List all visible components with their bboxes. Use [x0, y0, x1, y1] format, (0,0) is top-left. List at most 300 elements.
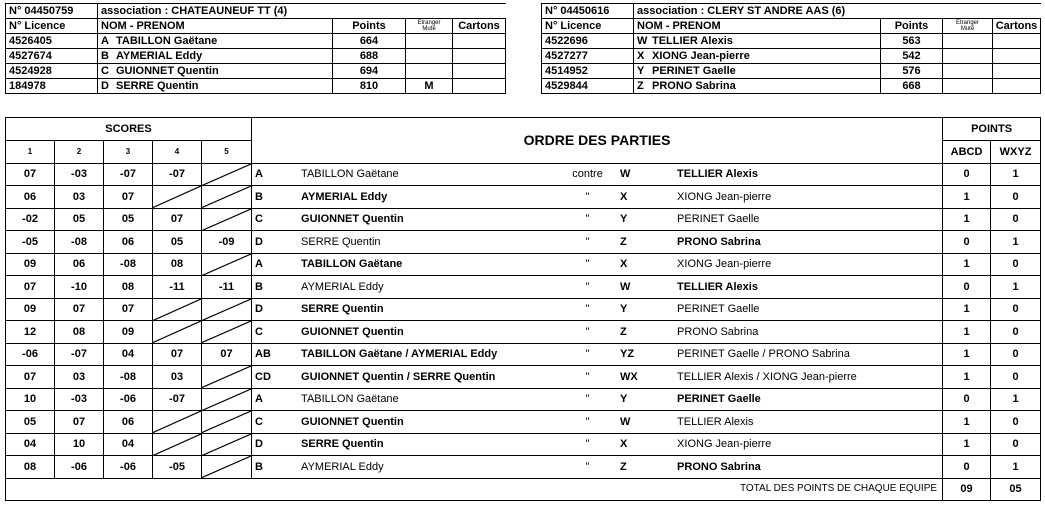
strike-line	[202, 389, 251, 411]
player-cartons	[453, 49, 506, 64]
player-cartons	[453, 64, 506, 79]
team-a-number: N° 04450759	[6, 4, 98, 19]
player-cartons	[993, 34, 1041, 49]
scores-header: SCORES	[6, 118, 252, 141]
match-right-letters: Z	[620, 325, 627, 338]
strike-line	[202, 321, 251, 343]
match-right-letters: W	[620, 168, 631, 181]
player-flag	[406, 49, 453, 64]
points-abcd: 1	[943, 253, 991, 276]
match-line	[252, 276, 942, 298]
set-score: 07	[6, 163, 55, 186]
points-abcd: 0	[943, 456, 991, 479]
match-line	[252, 366, 942, 388]
player-name: XIONG Jean-pierre	[652, 50, 750, 62]
player-licence: 4522696	[542, 34, 634, 49]
set-score: 09	[104, 321, 153, 344]
set-number-3: 3	[104, 141, 153, 164]
match-order-cell	[252, 298, 943, 321]
match-player-a: SERRE Quentin	[301, 438, 384, 451]
player-name-cell	[98, 79, 333, 94]
strike-line	[153, 411, 201, 433]
match-player-a: TABILLON Gaëtane	[301, 393, 399, 406]
points-abcd: 1	[943, 298, 991, 321]
score-empty-cell	[202, 253, 252, 276]
score-empty-cell	[202, 298, 252, 321]
set-score: -09	[202, 231, 252, 254]
match-left-letters: D	[255, 438, 263, 451]
match-row	[6, 186, 1041, 209]
score-empty-cell	[153, 321, 202, 344]
match-player-b: TELLIER Alexis / XIONG Jean-pierre	[677, 370, 857, 383]
team-a-table	[5, 3, 506, 94]
strike-line	[202, 186, 251, 208]
match-player-b: PERINET Gaelle / PRONO Sabrina	[677, 348, 850, 361]
points-wxyz: 0	[991, 253, 1041, 276]
points-abcd: 1	[943, 186, 991, 209]
match-player-b: PRONO Sabrina	[677, 460, 761, 473]
team-b-header-mute: Muté	[960, 26, 975, 32]
set-score: 07	[153, 208, 202, 231]
strike-line	[153, 434, 201, 456]
points-abcd: 0	[943, 388, 991, 411]
player-letter: C	[101, 65, 109, 77]
set-score: -11	[153, 276, 202, 299]
team-b-association: association : CLERY ST ANDRE AAS (6)	[634, 4, 1041, 19]
points-wxyz: 0	[991, 411, 1041, 434]
player-row	[542, 64, 1041, 79]
player-name-cell	[634, 79, 881, 94]
match-left-letters: B	[255, 280, 263, 293]
points-wxyz: 0	[991, 208, 1041, 231]
match-player-a: SERRE Quentin	[301, 235, 381, 248]
match-player-b: TELLIER Alexis	[677, 168, 758, 181]
player-cartons	[993, 79, 1041, 94]
match-left-letters: A	[255, 258, 263, 271]
match-line	[252, 164, 942, 186]
match-line	[252, 389, 942, 411]
score-empty-cell	[202, 208, 252, 231]
points-wxyz: 0	[991, 433, 1041, 456]
points-abcd: 1	[943, 208, 991, 231]
match-order-cell	[252, 186, 943, 209]
set-score: 04	[6, 433, 55, 456]
match-row	[6, 433, 1041, 456]
match-line	[252, 231, 942, 253]
match-left-letters: C	[255, 213, 263, 226]
player-letter: X	[637, 50, 645, 62]
player-cartons	[993, 64, 1041, 79]
player-flag	[943, 79, 993, 94]
set-score: -03	[55, 163, 104, 186]
player-points: 664	[333, 34, 406, 49]
match-left-letters: A	[255, 393, 263, 406]
player-licence: 4527674	[6, 49, 98, 64]
score-empty-cell	[202, 163, 252, 186]
points-wxyz: 1	[991, 388, 1041, 411]
points-wxyz: 0	[991, 186, 1041, 209]
match-player-a: GUIONNET Quentin	[301, 325, 404, 338]
team-b-header-cartons: Cartons	[993, 19, 1041, 34]
score-empty-cell	[202, 186, 252, 209]
player-flag	[943, 64, 993, 79]
match-left-letters: B	[255, 460, 263, 473]
set-score: 04	[104, 343, 153, 366]
score-empty-cell	[153, 186, 202, 209]
match-order-cell	[252, 253, 943, 276]
player-row	[6, 49, 506, 64]
player-flag	[406, 64, 453, 79]
points-wxyz: 0	[991, 298, 1041, 321]
match-left-letters: B	[255, 190, 263, 203]
team-a-header-name: NOM - PRENOM	[98, 19, 333, 34]
match-left-letters: AB	[255, 348, 271, 361]
player-name: PRONO Sabrina	[652, 80, 736, 92]
match-left-letters: A	[255, 168, 263, 181]
match-player-a: AYMERIAL Eddy	[301, 190, 388, 203]
set-score: 06	[6, 186, 55, 209]
player-letter: A	[101, 35, 109, 47]
set-score: 06	[104, 231, 153, 254]
match-left-letters: C	[255, 325, 263, 338]
team-b-header-points: Points	[881, 19, 943, 34]
score-empty-cell	[202, 388, 252, 411]
set-score: -07	[153, 388, 202, 411]
set-number-2: 2	[55, 141, 104, 164]
points-abcd: 1	[943, 321, 991, 344]
player-name-cell	[634, 49, 881, 64]
strike-line	[153, 186, 201, 208]
set-score: 07	[55, 298, 104, 321]
set-score: -05	[153, 456, 202, 479]
player-cartons	[453, 79, 506, 94]
match-order-cell	[252, 411, 943, 434]
player-letter: B	[101, 50, 109, 62]
strike-line	[202, 254, 251, 276]
score-empty-cell	[202, 366, 252, 389]
match-order-cell	[252, 366, 943, 389]
match-right-letters: X	[620, 438, 628, 451]
set-score: 05	[6, 411, 55, 434]
team-b-header-etranger-mute	[943, 19, 993, 34]
player-points: 668	[881, 79, 943, 94]
team-b-number: N° 04450616	[542, 4, 634, 19]
points-wxyz: 1	[991, 456, 1041, 479]
match-row	[6, 163, 1041, 186]
team-b-table	[541, 3, 1041, 94]
match-row	[6, 298, 1041, 321]
player-row	[6, 79, 506, 94]
set-number-4: 4	[153, 141, 202, 164]
match-order-table	[5, 117, 1041, 501]
team-a-association: association : CHATEAUNEUF TT (4)	[98, 4, 506, 19]
match-player-a: TABILLON Gaëtane	[301, 258, 403, 271]
points-abcd: 0	[943, 276, 991, 299]
match-separator: "	[585, 213, 590, 226]
set-score: 08	[153, 253, 202, 276]
match-line	[252, 209, 942, 231]
match-order-cell	[252, 276, 943, 299]
player-letter: Y	[637, 65, 645, 77]
strike-line	[202, 456, 251, 478]
match-row	[6, 366, 1041, 389]
points-abcd: 0	[943, 163, 991, 186]
match-line	[252, 254, 942, 276]
score-empty-cell	[153, 433, 202, 456]
match-line	[252, 456, 942, 478]
match-player-a: GUIONNET Quentin	[301, 213, 404, 226]
player-name-cell	[634, 34, 881, 49]
points-wxyz-header: WXYZ	[991, 141, 1041, 164]
match-separator: "	[585, 280, 590, 293]
points-abcd: 0	[943, 231, 991, 254]
set-score: -05	[6, 231, 55, 254]
set-score: 07	[202, 343, 252, 366]
set-score: -06	[104, 388, 153, 411]
score-empty-cell	[202, 321, 252, 344]
player-cartons	[993, 49, 1041, 64]
match-row	[6, 411, 1041, 434]
match-line	[252, 299, 942, 321]
player-points: 694	[333, 64, 406, 79]
player-flag: M	[406, 79, 453, 94]
player-letter: W	[637, 35, 648, 47]
points-wxyz: 0	[991, 321, 1041, 344]
order-title: ORDRE DES PARTIES	[252, 118, 943, 164]
set-score: -07	[153, 163, 202, 186]
set-score: 09	[6, 298, 55, 321]
set-score: 09	[6, 253, 55, 276]
player-licence: 4524928	[6, 64, 98, 79]
match-row	[6, 343, 1041, 366]
player-name: TABILLON Gaëtane	[116, 35, 218, 47]
set-score: -08	[104, 366, 153, 389]
match-separator: "	[585, 393, 590, 406]
team-b-header-name: NOM - PRENOM	[634, 19, 881, 34]
match-row	[6, 231, 1041, 254]
match-right-letters: Y	[620, 303, 628, 316]
player-row	[6, 34, 506, 49]
match-player-b: XIONG Jean-pierre	[677, 190, 772, 203]
match-row	[6, 388, 1041, 411]
points-wxyz: 1	[991, 231, 1041, 254]
team-a-header-cartons: Cartons	[453, 19, 506, 34]
match-order-cell	[252, 433, 943, 456]
set-score: 07	[153, 343, 202, 366]
match-player-a: GUIONNET Quentin	[301, 415, 404, 428]
set-score: -07	[104, 163, 153, 186]
set-score: -02	[6, 208, 55, 231]
set-score: 12	[6, 321, 55, 344]
player-points: 542	[881, 49, 943, 64]
team-b-header-etranger: Etranger	[955, 20, 979, 26]
player-row	[542, 79, 1041, 94]
score-empty-cell	[153, 298, 202, 321]
match-line	[252, 186, 942, 208]
match-right-letters: Y	[620, 213, 628, 226]
match-right-letters: Y	[620, 393, 628, 406]
match-player-b: PERINET Gaelle	[677, 393, 761, 406]
match-right-letters: X	[620, 190, 628, 203]
set-score: 07	[104, 186, 153, 209]
set-score: 08	[104, 276, 153, 299]
match-separator: "	[585, 370, 590, 383]
player-name-cell	[98, 34, 333, 49]
match-right-letters: WX	[620, 370, 638, 383]
points-wxyz: 0	[991, 343, 1041, 366]
player-name: TELLIER Alexis	[652, 35, 733, 47]
set-score: -07	[55, 343, 104, 366]
match-left-letters: C	[255, 415, 263, 428]
set-score: -03	[55, 388, 104, 411]
player-points: 810	[333, 79, 406, 94]
total-wxyz: 05	[991, 478, 1041, 500]
match-player-a: TABILLON Gaëtane	[301, 168, 399, 181]
match-right-letters: Z	[620, 235, 627, 248]
player-letter: Z	[637, 80, 644, 92]
player-name: GUIONNET Quentin	[116, 65, 219, 77]
match-player-a: AYMERIAL Eddy	[301, 280, 384, 293]
match-line	[252, 321, 942, 343]
match-separator: "	[585, 460, 590, 473]
match-order-cell	[252, 321, 943, 344]
set-score: 03	[153, 366, 202, 389]
match-row	[6, 208, 1041, 231]
set-score: 05	[55, 208, 104, 231]
player-licence: 4529844	[542, 79, 634, 94]
points-abcd-header: ABCD	[943, 141, 991, 164]
match-order-cell	[252, 388, 943, 411]
player-licence: 4527277	[542, 49, 634, 64]
match-player-a: GUIONNET Quentin / SERRE Quentin	[301, 370, 496, 383]
set-score: 07	[6, 276, 55, 299]
player-name: SERRE Quentin	[116, 80, 199, 92]
score-empty-cell	[202, 456, 252, 479]
player-name: AYMERIAL Eddy	[116, 50, 203, 62]
total-label: TOTAL DES POINTS DE CHAQUE EQUIPE	[6, 478, 943, 500]
player-flag	[406, 34, 453, 49]
team-a-header-etranger-mute	[406, 19, 453, 34]
player-name-cell	[98, 64, 333, 79]
set-score: 07	[104, 298, 153, 321]
set-score: 08	[6, 456, 55, 479]
strike-line	[202, 366, 251, 388]
match-separator: "	[585, 415, 590, 428]
set-score: -06	[55, 456, 104, 479]
match-player-b: PERINET Gaelle	[677, 303, 760, 316]
set-number-1: 1	[6, 141, 55, 164]
match-player-b: PRONO Sabrina	[677, 325, 759, 338]
player-name-cell	[634, 64, 881, 79]
set-score: -11	[202, 276, 252, 299]
match-player-b: XIONG Jean-pierre	[677, 258, 772, 271]
match-separator: "	[585, 303, 590, 316]
match-line	[252, 434, 942, 456]
player-points: 688	[333, 49, 406, 64]
match-player-b: XIONG Jean-pierre	[677, 438, 772, 451]
set-score: 03	[55, 366, 104, 389]
match-left-letters: CD	[255, 370, 271, 383]
player-letter: D	[101, 80, 109, 92]
player-flag	[943, 34, 993, 49]
set-score: 06	[104, 411, 153, 434]
set-score: 10	[55, 433, 104, 456]
team-a-header-mute: Muté	[422, 26, 436, 32]
set-number-5: 5	[202, 141, 252, 164]
player-name-cell	[98, 49, 333, 64]
match-player-b: TELLIER Alexis	[677, 280, 758, 293]
points-wxyz: 1	[991, 276, 1041, 299]
set-score: 08	[55, 321, 104, 344]
strike-line	[202, 411, 251, 433]
score-empty-cell	[202, 433, 252, 456]
match-right-letters: Z	[620, 460, 627, 473]
player-licence: 4526405	[6, 34, 98, 49]
player-points: 576	[881, 64, 943, 79]
match-player-b: TELLIER Alexis	[677, 415, 754, 428]
player-licence: 184978	[6, 79, 98, 94]
player-row	[542, 49, 1041, 64]
set-score: -10	[55, 276, 104, 299]
match-separator: contre	[572, 168, 603, 181]
match-player-a: SERRE Quentin	[301, 303, 384, 316]
score-empty-cell	[202, 411, 252, 434]
strike-line	[153, 321, 201, 343]
match-separator: "	[585, 348, 590, 361]
match-separator: "	[585, 190, 590, 203]
match-separator: "	[585, 258, 590, 271]
match-order-cell	[252, 343, 943, 366]
player-row	[6, 64, 506, 79]
set-score: 10	[6, 388, 55, 411]
set-score: 03	[55, 186, 104, 209]
set-score: 06	[55, 253, 104, 276]
total-abcd: 09	[943, 478, 991, 500]
match-order-cell	[252, 231, 943, 254]
points-abcd: 1	[943, 411, 991, 434]
team-a-header-points: Points	[333, 19, 406, 34]
team-a-header-etranger: Etranger	[417, 20, 441, 26]
match-right-letters: W	[620, 415, 631, 428]
points-abcd: 1	[943, 343, 991, 366]
strike-line	[202, 209, 251, 231]
match-order-cell	[252, 163, 943, 186]
match-player-b: PRONO Sabrina	[677, 235, 761, 248]
match-row	[6, 321, 1041, 344]
set-score: 07	[6, 366, 55, 389]
team-a-header-licence: N° Licence	[6, 19, 98, 34]
score-empty-cell	[153, 411, 202, 434]
match-row	[6, 253, 1041, 276]
match-separator: "	[585, 438, 590, 451]
player-row	[542, 34, 1041, 49]
match-player-b: PERINET Gaelle	[677, 213, 760, 226]
match-right-letters: YZ	[620, 348, 635, 361]
player-flag	[943, 49, 993, 64]
match-left-letters: D	[255, 303, 263, 316]
team-b-header-licence: N° Licence	[542, 19, 634, 34]
points-wxyz: 0	[991, 366, 1041, 389]
match-line	[252, 344, 942, 366]
player-licence: 4514952	[542, 64, 634, 79]
player-name: PERINET Gaelle	[652, 65, 736, 77]
match-order-cell	[252, 208, 943, 231]
points-abcd: 1	[943, 366, 991, 389]
strike-line	[202, 164, 251, 186]
match-separator: "	[585, 325, 590, 338]
match-row	[6, 276, 1041, 299]
match-order-cell	[252, 456, 943, 479]
